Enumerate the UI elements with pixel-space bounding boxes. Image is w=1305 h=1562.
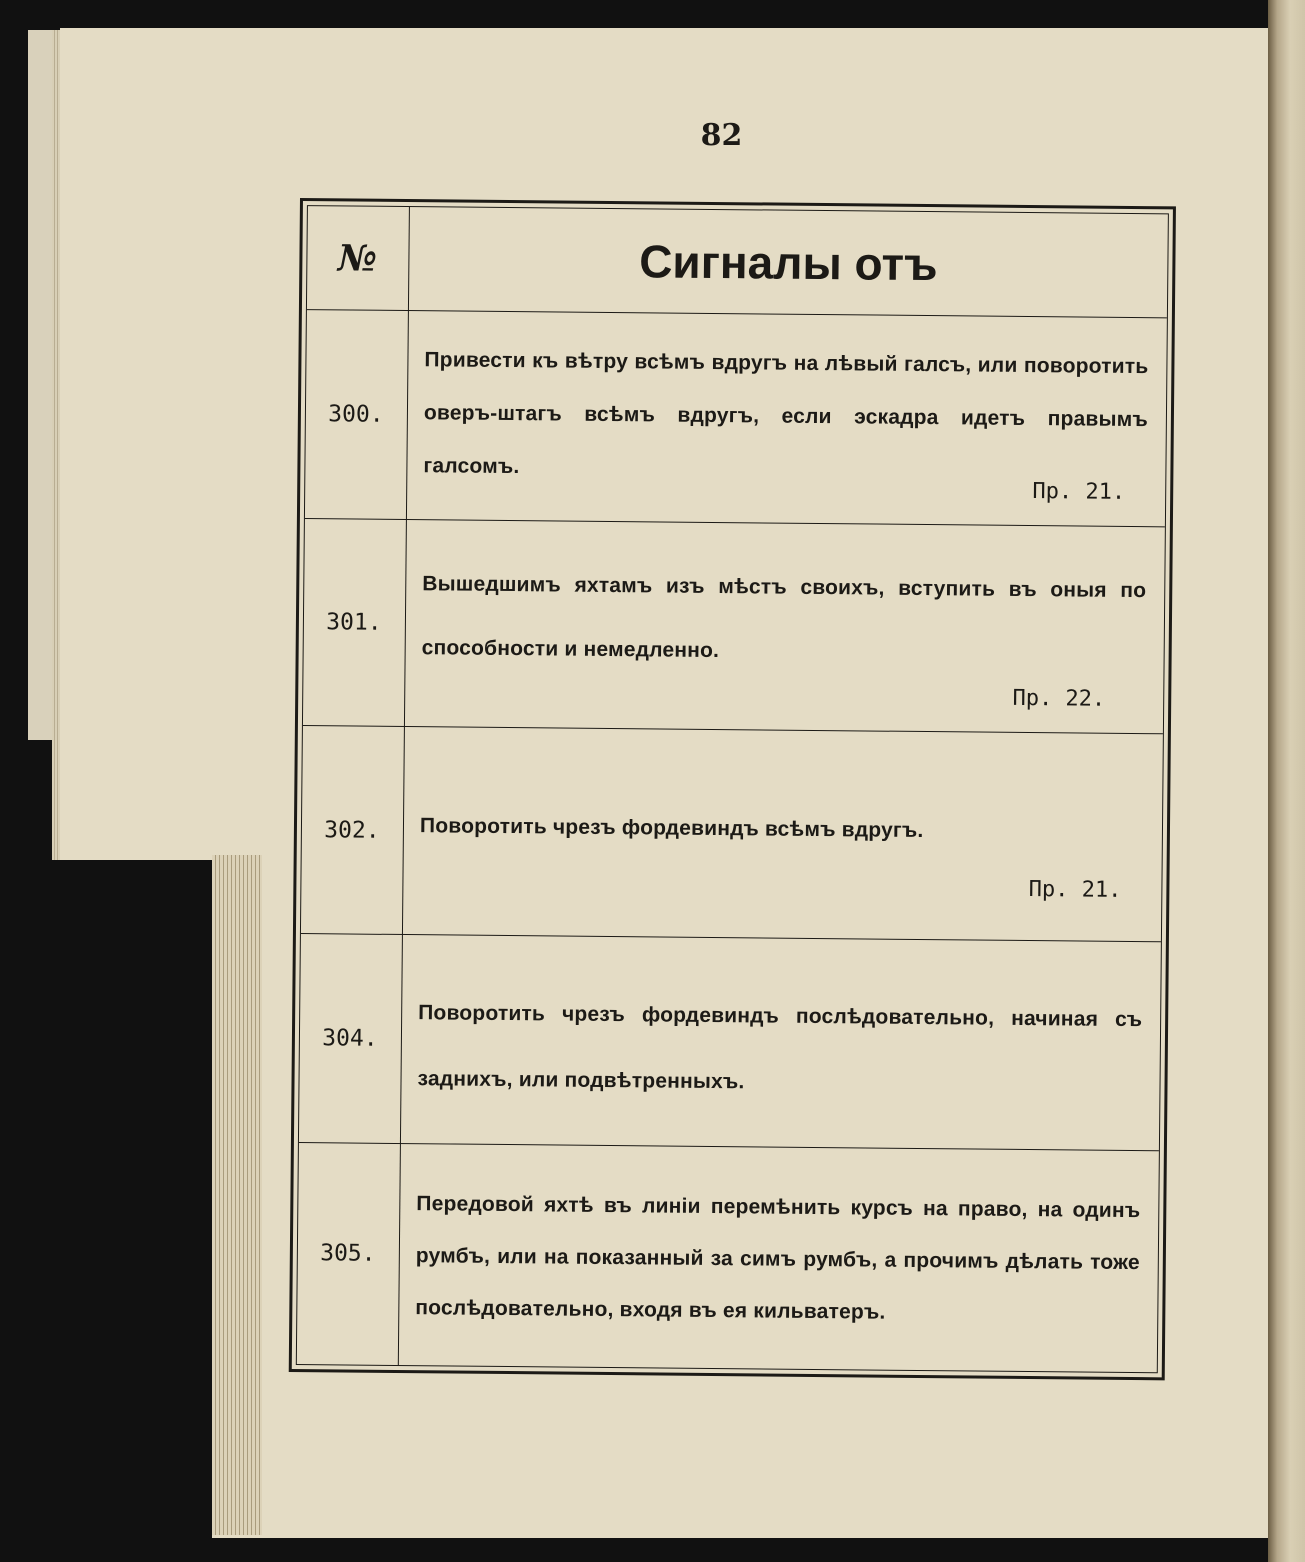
table-header-row xyxy=(307,206,1168,318)
table-title: Сигналы отъ xyxy=(638,234,938,290)
table-row xyxy=(305,310,1167,527)
background-gap xyxy=(60,860,212,1540)
signal-number: 300. xyxy=(328,401,384,428)
signal-number: 305. xyxy=(320,1240,376,1267)
signal-number: 302. xyxy=(324,816,380,844)
signal-text: Поворотить чрезъ фордевиндъ всѣмъ вдругъ. xyxy=(419,814,924,843)
signal-text: Передовой яхтѣ въ линіи перемѣнить курсъ на право, на одинъ румбъ, или на показанный за симъ румбъ, а прочимъ дѣлать тоже послѣдовательно, входя въ ея кильватеръ. xyxy=(415,1192,1141,1324)
book-binding xyxy=(1268,0,1305,1562)
signal-number: 304. xyxy=(322,1025,378,1052)
table-inner-frame xyxy=(296,205,1169,1373)
signals-table xyxy=(289,198,1176,1380)
signal-number: 301. xyxy=(326,609,382,636)
signal-reference: Пр. 21. xyxy=(1032,479,1126,505)
table-row xyxy=(301,726,1163,942)
signal-text: Поворотить чрезъ фордевиндъ послѣдовательно, начиная съ заднихъ, или подвѣтренныхъ. xyxy=(417,1001,1143,1094)
signal-reference: Пр. 22. xyxy=(1012,685,1106,712)
number-column-header: № xyxy=(337,236,378,280)
table-row xyxy=(303,519,1165,734)
table-row xyxy=(297,1143,1159,1371)
table-row xyxy=(299,934,1161,1151)
signal-reference: Пр. 21. xyxy=(1028,877,1122,903)
page-number: 82 xyxy=(700,118,743,153)
lower-page-edges xyxy=(212,855,262,1535)
signal-text: Вышедшимъ яхтамъ изъ мѣстъ своихъ, вступить въ оныя по способности и немедленно. xyxy=(421,572,1147,663)
signal-text: Привести къ вѣтру всѣмъ вдругъ на лѣвый галсъ, или поворотить оверъ-штагъ всѣмъ вдругъ, если эскадра идетъ правымъ галсомъ. xyxy=(423,348,1149,479)
